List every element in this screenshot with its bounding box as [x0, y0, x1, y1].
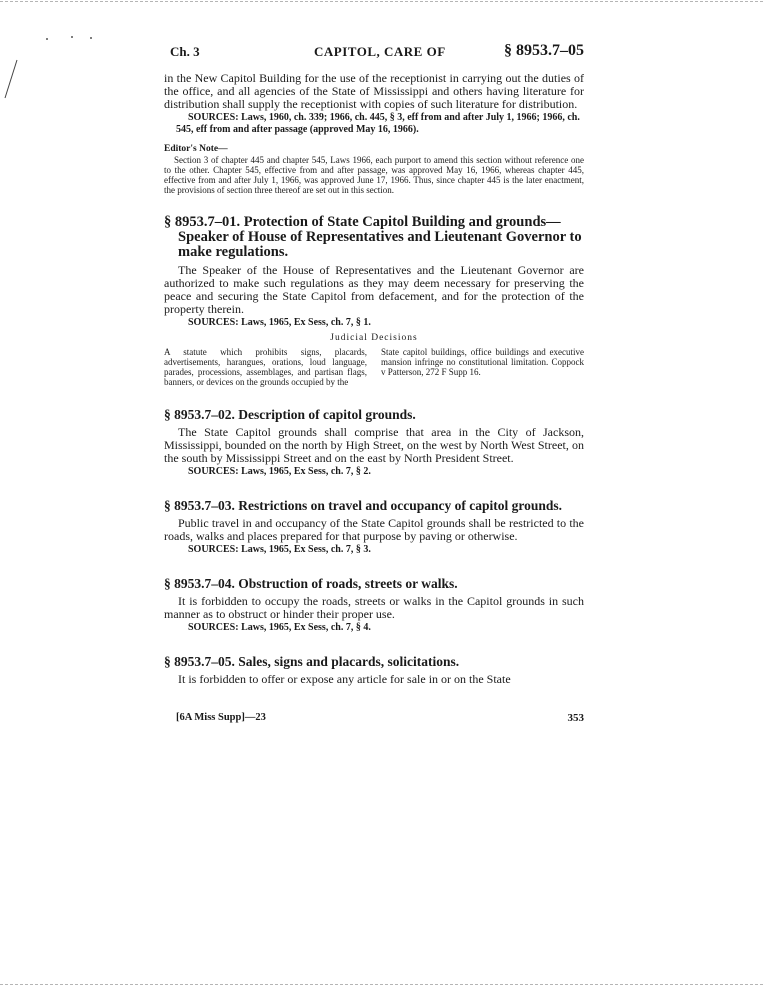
header-section-number: § 8953.7–05 [504, 42, 584, 59]
sources-note [164, 466, 584, 478]
section-text: Public travel in and occupancy of the State Capitol grounds shall be restricted to the roads, walks and places prepared for that purpose by paving or otherwise. [164, 516, 584, 543]
page-body [164, 72, 584, 686]
section-text: The State Capitol grounds shall comprise that area in the City of Jackson, Mississippi, bounded on the north by High Street, on the west by North West Street, on the south by Mississippi Street and on the east by North President Street. [164, 425, 584, 465]
scan-speck [90, 37, 92, 39]
judicial-decisions-heading: Judicial Decisions [330, 333, 418, 343]
sources-label: SOURCES: [188, 544, 239, 555]
sources-label: SOURCES: [188, 466, 239, 477]
top-scan-edge [0, 1, 763, 2]
sources-text: Laws, 1965, Ex Sess, ch. 7, § 3. [241, 544, 371, 555]
section-text: It is forbidden to occupy the roads, streets or walks in the Capitol grounds in such manner as to obstruct or hinder their proper use. [164, 594, 584, 621]
section-heading: § 8953.7–02. Description of capitol grounds. [164, 407, 416, 422]
scan-speck [46, 38, 48, 40]
sources-label: SOURCES: [188, 622, 239, 633]
sources-text: Laws, 1960, ch. 339; 1966, ch. 445, § 3, eff from and after July 1, 1966; 1966, ch. 545, eff from and after passage (approved May 16, 1966). [176, 112, 580, 135]
sources-note [164, 544, 584, 556]
section-heading: § 8953.7–05. Sales, signs and placards, solicitations. [164, 654, 460, 669]
sources-text: Laws, 1965, Ex Sess, ch. 7, § 4. [241, 622, 371, 633]
margin-pen-mark [0, 0, 40, 120]
volume-reference: [6A Miss Supp]—23 [176, 712, 266, 723]
section-text: It is forbidden to offer or expose any article for sale in or on the State [178, 672, 511, 686]
chapter-number: Ch. 3 [170, 44, 200, 59]
judicial-decisions-columns [164, 347, 584, 387]
editor-note-text: Section 3 of chapter 445 and chapter 545, Laws 1966, each purport to amend this section without reference one to the other. Chapter 545, effective from and after passage, was approved May 16, 1966, whereas chapter 445, effective from and after July 1, 1966, was approved June 17, 1966. Thus, since chapter 445 is the later enactment, the provisions of section three thereof are set out in this section. [164, 155, 584, 195]
bottom-scan-edge [0, 984, 763, 985]
running-header [164, 44, 584, 64]
sources-note [164, 317, 584, 329]
page-number: 353 [567, 712, 584, 724]
editor-note-heading: Editor's Note— [164, 144, 228, 154]
sources-note [164, 112, 584, 136]
section-heading: § 8953.7–03. Restrictions on travel and occupancy of capitol grounds. [164, 498, 563, 513]
judicial-decision-left: A statute which prohibits signs, placards, advertisements, harangues, orations, loud language, parades, processions, assemblages, and partisan flags, banners, or devices on the grounds occupied by the [164, 347, 367, 387]
sources-label: SOURCES: [188, 317, 239, 328]
sources-note [164, 622, 584, 634]
section-text: The Speaker of the House of Representatives and the Lieutenant Governor are authorized to make such regulations as they may deem necessary for preserving the peace and securing the State Capitol from defacement, and for the protection of the property therein. [164, 263, 584, 316]
section-heading: § 8953.7–04. Obstruction of roads, streets or walks. [164, 576, 458, 591]
sources-label: SOURCES: [188, 112, 239, 123]
judicial-decision-right: State capitol buildings, office buildings and executive mansion infringe no constitutional limitation. Coppock v Patterson, 272 F Supp 16. [381, 347, 584, 377]
running-title: CAPITOL, CARE OF [314, 44, 446, 59]
sources-text: Laws, 1965, Ex Sess, ch. 7, § 1. [241, 317, 371, 328]
scan-speck [71, 36, 73, 38]
sources-text: Laws, 1965, Ex Sess, ch. 7, § 2. [241, 466, 371, 477]
section-heading: § 8953.7–01. Protection of State Capitol Building and grounds—Speaker of House of Representatives and Lieutenant Governor to make regulations. [164, 214, 582, 260]
continued-paragraph: in the New Capitol Building for the use of the receptionist in carrying out the duties of the office, and all agencies of the State of Mississippi and others having literature for distribution shall supply the receptionist with copies of such literature for distribution. [164, 71, 584, 111]
